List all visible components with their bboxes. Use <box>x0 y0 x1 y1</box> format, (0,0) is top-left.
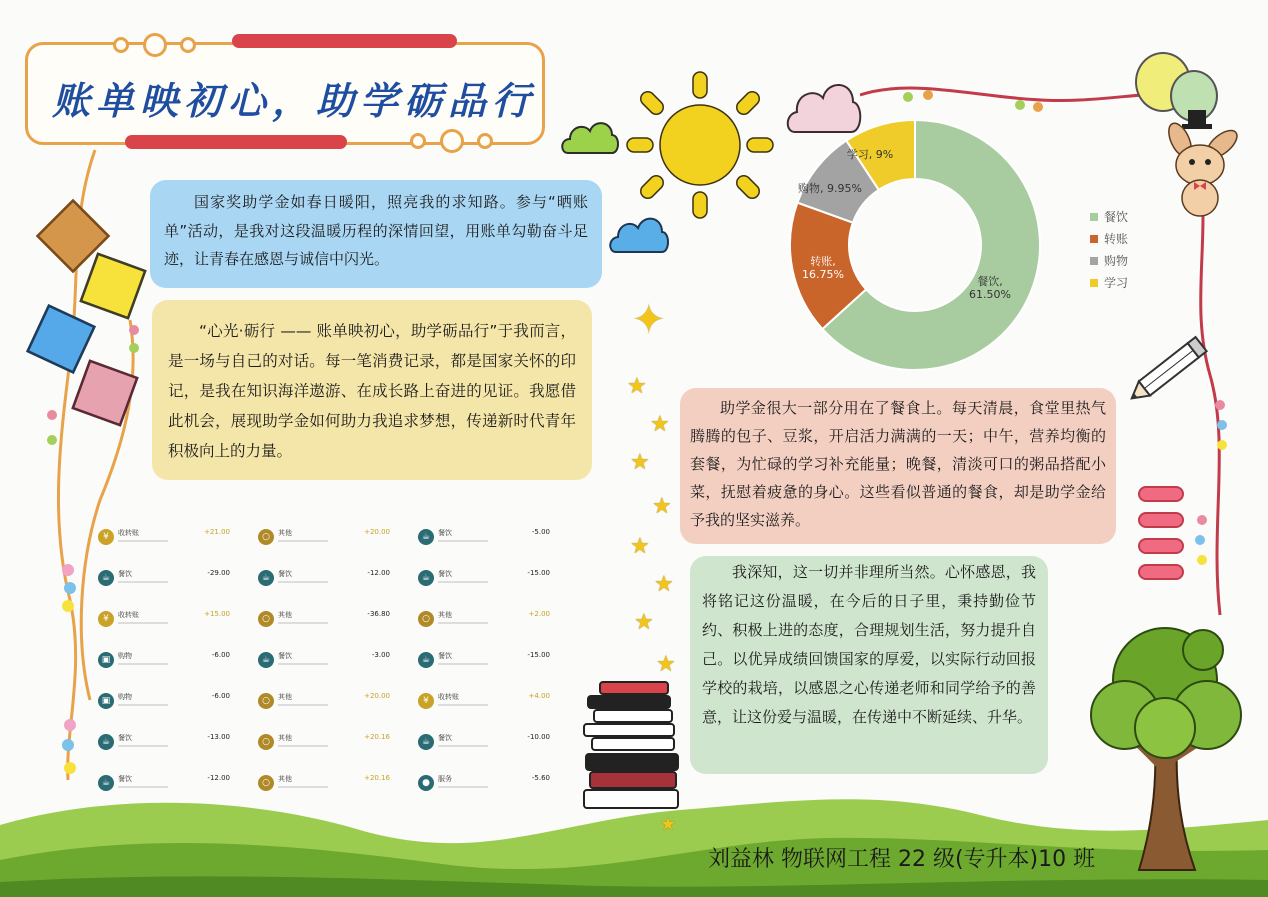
transaction-row <box>250 525 400 549</box>
ring-ornament <box>180 37 196 53</box>
pill-decoration <box>1138 564 1184 580</box>
transaction-name: 餐饮 <box>438 734 452 742</box>
transaction-name: 其他 <box>278 734 292 742</box>
circle-icon: ○ <box>258 611 274 627</box>
transaction-detail-line <box>438 663 488 665</box>
cup-icon: ☕ <box>258 570 274 586</box>
sun-icon <box>625 70 775 220</box>
transaction-detail-line <box>278 786 328 788</box>
circle-icon: ○ <box>418 611 434 627</box>
transaction-row <box>410 566 560 590</box>
star-icon: ★ <box>652 494 672 519</box>
cup-icon: ☕ <box>418 529 434 545</box>
circle-icon: ○ <box>258 734 274 750</box>
star-icon: ★ <box>634 610 654 635</box>
transaction-row <box>250 607 400 631</box>
transaction-row <box>410 730 560 754</box>
transaction-row <box>250 689 400 713</box>
transaction-amount: -15.00 <box>527 651 550 659</box>
ring-ornament <box>143 33 167 57</box>
gratitude-text: 我深知，这一切并非理所当然。心怀感恩，我将铭记这份温暖，在今后的日子里，秉持勤俭节约、积极上进的态度，合理规划生活，努力提升自己。以优异成绩回馈国家的厚爱，以实际行动回报学校的栽培，以感恩之心传递老师和同学给予的善意，让这份爱与温暖，在传递中不断延续、升华。 <box>702 563 1036 726</box>
circle-icon: ○ <box>258 529 274 545</box>
transaction-detail-line <box>438 786 488 788</box>
transaction-detail-line <box>278 745 328 747</box>
poster-title: 账单映初心，助学砺品行 <box>52 78 537 123</box>
star-icon: ★ <box>660 814 677 835</box>
title-bar-top <box>232 34 457 48</box>
transaction-list <box>90 525 580 810</box>
transaction-row <box>90 771 240 795</box>
legend-label: 学习 <box>1104 276 1129 290</box>
tree-icon <box>1085 620 1245 875</box>
transaction-row <box>90 607 240 631</box>
theme-box <box>152 300 592 480</box>
transaction-detail-line <box>438 745 488 747</box>
transaction-row <box>90 730 240 754</box>
star-icon: ★ <box>656 652 676 677</box>
transaction-name: 其他 <box>438 611 452 619</box>
transaction-amount: -5.60 <box>531 774 550 782</box>
transaction-amount: -12.00 <box>367 569 390 577</box>
transaction-name: 餐饮 <box>278 570 292 578</box>
transaction-detail-line <box>118 622 168 624</box>
ring-ornament <box>477 133 493 149</box>
transaction-name: 餐饮 <box>438 570 452 578</box>
pill-decoration <box>1138 512 1184 528</box>
transaction-amount: -29.00 <box>207 569 230 577</box>
transaction-name: 购物 <box>118 652 132 660</box>
drop-icon: ● <box>418 775 434 791</box>
star-icon: ★ <box>630 450 650 475</box>
theme-text: “心光·砺行 —— 账单映初心，助学砺品行”于我而言，是一场与自己的对话。每一笔消费记录，都是国家关怀的印记，是我在知识海洋遨游、在成长路上奋进的见证。我愿借此机会，展现助学金如何助力我追求梦想，传递新时代青年积极向上的力量。 <box>168 322 576 460</box>
circle-icon: ○ <box>258 775 274 791</box>
transaction-amount: +15.00 <box>204 610 230 618</box>
transaction-amount: -6.00 <box>211 692 230 700</box>
transaction-name: 收转账 <box>118 529 139 537</box>
transaction-amount: -3.00 <box>371 651 390 659</box>
transaction-amount: -13.00 <box>207 733 230 741</box>
pill-decoration <box>1138 486 1184 502</box>
transaction-row <box>410 771 560 795</box>
transaction-row <box>90 566 240 590</box>
transaction-detail-line <box>438 622 488 624</box>
transaction-name: 餐饮 <box>438 652 452 660</box>
legend-label: 购物 <box>1104 254 1129 268</box>
transaction-detail-line <box>118 786 168 788</box>
transaction-name: 餐饮 <box>278 652 292 660</box>
donut-label: 学习, 9% <box>846 148 894 161</box>
cup-icon: ☕ <box>98 775 114 791</box>
transaction-amount: +20.16 <box>364 774 390 782</box>
transaction-detail-line <box>118 704 168 706</box>
transaction-row <box>250 730 400 754</box>
title-bar-bottom <box>125 135 347 149</box>
transaction-amount: +4.00 <box>528 692 550 700</box>
transaction-amount: +21.00 <box>204 528 230 536</box>
circle-icon: ○ <box>258 693 274 709</box>
transaction-amount: -10.00 <box>527 733 550 741</box>
transaction-amount: -5.00 <box>531 528 550 536</box>
intro-box <box>150 180 602 288</box>
transaction-row <box>90 648 240 672</box>
books-stack-icon <box>578 676 684 816</box>
transaction-row <box>90 689 240 713</box>
transaction-name: 餐饮 <box>438 529 452 537</box>
transaction-amount: -6.00 <box>211 651 230 659</box>
pencil-icon <box>1118 325 1218 415</box>
star-icon: ★ <box>627 374 647 399</box>
transaction-detail-line <box>278 581 328 583</box>
ring-ornament <box>113 37 129 53</box>
transaction-name: 餐饮 <box>118 775 132 783</box>
legend-label: 转账 <box>1104 232 1129 246</box>
ring-ornament <box>440 129 464 153</box>
transaction-amount: +20.00 <box>364 528 390 536</box>
transaction-name: 其他 <box>278 611 292 619</box>
transaction-detail-line <box>278 622 328 624</box>
transaction-amount: -15.00 <box>527 569 550 577</box>
transaction-amount: +20.00 <box>364 692 390 700</box>
cup-icon: ☕ <box>418 570 434 586</box>
cloud-green-icon <box>560 115 620 157</box>
transaction-name: 餐饮 <box>118 570 132 578</box>
transaction-detail-line <box>438 540 488 542</box>
ring-ornament <box>410 133 426 149</box>
transaction-name: 收转账 <box>438 693 459 701</box>
transaction-name: 收转账 <box>118 611 139 619</box>
transaction-name: 购物 <box>118 693 132 701</box>
star-icon: ★ <box>650 412 670 437</box>
transaction-row <box>250 771 400 795</box>
transaction-amount: +2.00 <box>528 610 550 618</box>
transaction-amount: -36.80 <box>367 610 390 618</box>
sparkle-icon: ✦ <box>632 297 666 343</box>
cup-icon: ☕ <box>98 570 114 586</box>
intro-text: 国家奖助学金如春日暖阳，照亮我的求知路。参与“晒账单”活动，是我对这段温暖历程的深情回望，用账单勾勒奋斗足迹，让青春在感恩与诚信中闪光。 <box>164 193 588 268</box>
cup-icon: ☕ <box>418 652 434 668</box>
transaction-detail-line <box>278 704 328 706</box>
donut-label: 购物, 9.95% <box>798 182 862 195</box>
bag-icon: ▣ <box>98 652 114 668</box>
cup-icon: ☕ <box>418 734 434 750</box>
transaction-row <box>410 607 560 631</box>
transaction-name: 其他 <box>278 529 292 537</box>
author-credit: 刘益林 物联网工程 22 级(专升本)10 班 <box>708 847 1096 872</box>
cup-icon: ☕ <box>98 734 114 750</box>
transaction-detail-line <box>118 581 168 583</box>
transaction-row <box>250 566 400 590</box>
star-icon: ★ <box>654 572 674 597</box>
yuan-icon: ¥ <box>98 611 114 627</box>
bunny-icon <box>1160 110 1250 220</box>
transaction-row <box>410 689 560 713</box>
transaction-row <box>410 525 560 549</box>
transaction-detail-line <box>278 540 328 542</box>
transaction-row <box>410 648 560 672</box>
transaction-detail-line <box>278 663 328 665</box>
bag-icon: ▣ <box>98 693 114 709</box>
donut-label: 转账, 16.75% <box>802 255 844 281</box>
meals-text: 助学金很大一部分用在了餐食上。每天清晨，食堂里热气腾腾的包子、豆浆，开启活力满满的一天；中午，营养均衡的套餐，为忙碌的学习补充能量；晚餐，清淡可口的粥品搭配小菜，抚慰着疲惫的身心。这些看似普通的餐食，却是助学金给予我的坚实滋养。 <box>690 399 1106 529</box>
star-icon: ★ <box>630 534 650 559</box>
transaction-amount: -12.00 <box>207 774 230 782</box>
transaction-amount: +20.16 <box>364 733 390 741</box>
transaction-name: 其他 <box>278 693 292 701</box>
transaction-row <box>90 525 240 549</box>
cup-icon: ☕ <box>258 652 274 668</box>
transaction-detail-line <box>118 540 168 542</box>
transaction-detail-line <box>438 704 488 706</box>
yuan-icon: ¥ <box>418 693 434 709</box>
pill-decoration <box>1138 538 1184 554</box>
transaction-detail-line <box>118 663 168 665</box>
yuan-icon: ¥ <box>98 529 114 545</box>
transaction-row <box>250 648 400 672</box>
donut-label: 餐饮, 61.50% <box>969 275 1011 301</box>
transaction-name: 餐饮 <box>118 734 132 742</box>
transaction-name: 服务 <box>438 775 452 783</box>
transaction-name: 其他 <box>278 775 292 783</box>
legend-label: 餐饮 <box>1104 210 1129 224</box>
transaction-detail-line <box>118 745 168 747</box>
transaction-detail-line <box>438 581 488 583</box>
